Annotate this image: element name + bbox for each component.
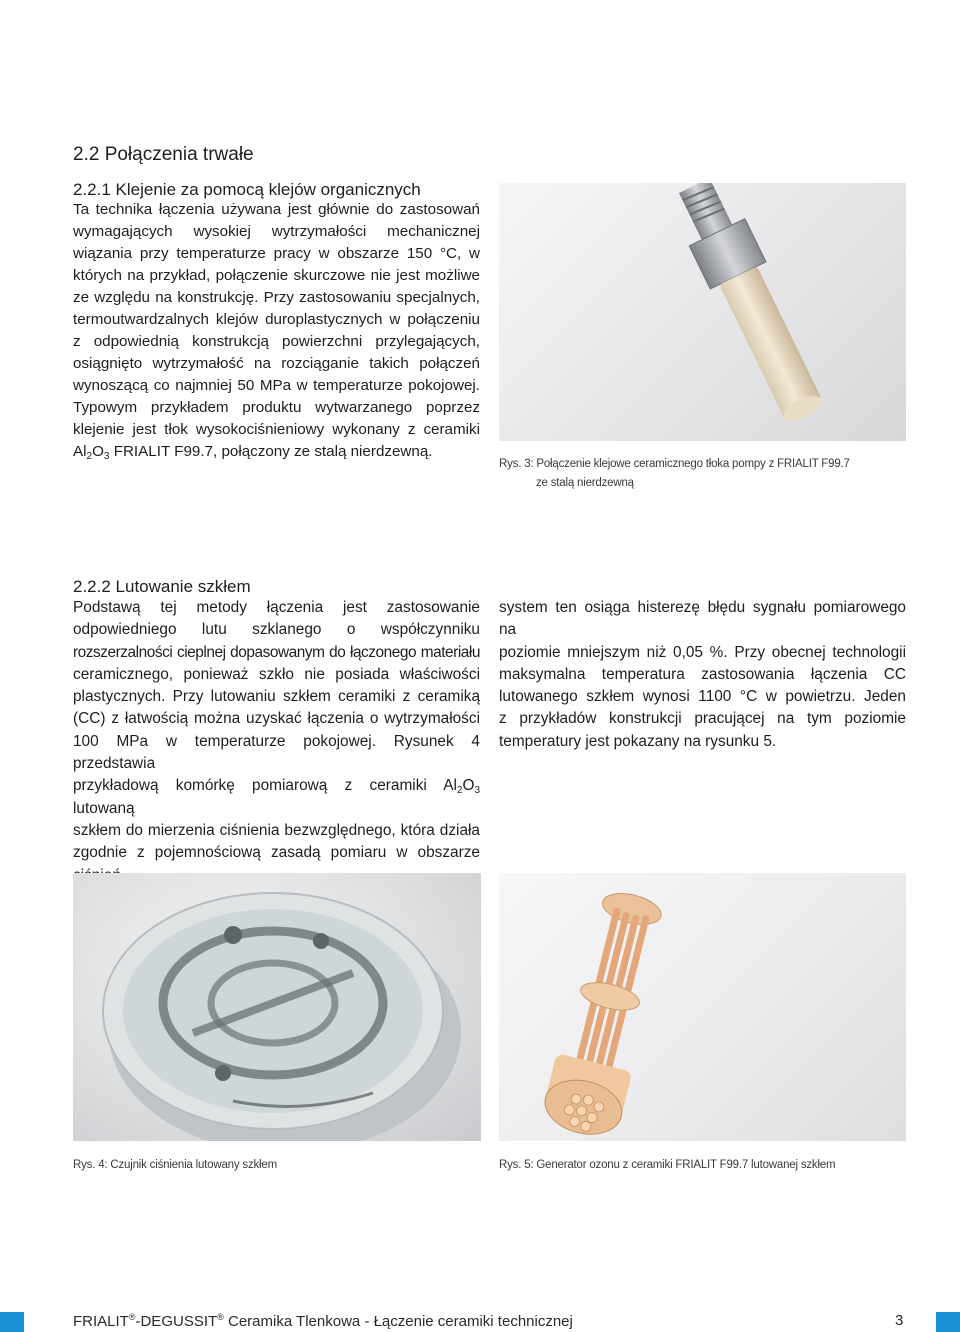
sub2-line: (CC) z łatwością można uzyskać łączenia o wytrzymałości [73, 710, 480, 728]
sub2-line: rozszerzalności cieplnej dopasowanym do łączonego materiału [73, 643, 480, 661]
figure-3-caption-line-1: Rys. 3: Połączenie klejowe ceramicznego tłoka pompy z FRIALIT F99.7 [499, 458, 850, 470]
sub2-line: plastycznych. Przy lutowaniu szkłem ceramiki z ceramiką [73, 688, 480, 706]
sub1-line: klejenie jest tłok wysokociśnieniowy wykonany z ceramiki [73, 421, 480, 438]
footer-accent-left [0, 1312, 24, 1332]
text-al: Al [73, 443, 87, 460]
sub2-left-column [73, 597, 480, 909]
page-number: 3 [895, 1312, 904, 1329]
figure-4-photo [73, 873, 481, 1141]
figure-5-photo [499, 873, 906, 1141]
text: przykładową komórkę pomiarową z ceramiki Al [73, 777, 457, 795]
sub2-line: 100 MPa w temperaturze pokojowej. Rysunek 4 przedstawia [73, 732, 480, 773]
sub2-line: z przykładów konstrukcji pracującej na tym poziomie [499, 710, 906, 728]
footer-accent-right [936, 1312, 960, 1332]
sub2-right-column [499, 597, 906, 753]
figure-4-caption: Rys. 4: Czujnik ciśnienia lutowany szkłem [73, 1159, 277, 1171]
sub1-line: wymagających wysokiej wytrzymałości mechanicznej [73, 223, 480, 240]
text-rest: lutowaną [73, 799, 135, 817]
sub1-paragraph [73, 199, 480, 441]
subscript-3: 3 [103, 451, 110, 462]
footer-subtitle: Ceramika Tlenkowa - Łączenie ceramiki technicznej [223, 1313, 573, 1330]
sub1-line: wynoszącą co najmniej 50 MPa w temperaturze pokojowej. [73, 377, 480, 394]
brand-degussit: -DEGUSSIT [135, 1313, 218, 1330]
sub1-line: ze względu na konstrukcję. Przy zastosowaniu specjalnych, [73, 289, 480, 306]
subsection-title-2-2-2: 2.2.2 Lutowanie szkłem [73, 577, 251, 596]
sub1-line: Typowym przykładem produktu wytwarzanego poprzez [73, 399, 480, 416]
registered-mark: ® [217, 1312, 224, 1322]
sub2-line-formula [73, 775, 480, 820]
sub2-line: szkłem do mierzenia ciśnienia bezwzględnego, która działa [73, 821, 480, 839]
text-rest: FRIALIT F99.7, połączony ze stalą nierdzewną. [109, 443, 433, 460]
sub2-line: system ten osiąga histerezę błędu sygnału pomiarowego na [499, 599, 906, 639]
sub1-body [73, 199, 480, 463]
figure-3-caption-line-2: ze stalą nierdzewną [536, 477, 634, 489]
text-o: O [92, 443, 104, 460]
subscript-2: 2 [456, 785, 463, 797]
sub2-line: maksymalna temperatura zastosowania łączenia CC [499, 665, 906, 683]
ozone-generator-illustration [499, 873, 906, 1141]
sub1-last-line [73, 441, 480, 463]
text-o: O [462, 777, 475, 795]
sub1-line: termoutwardzalnych klejów duroplastycznych w połączeniu [73, 311, 480, 328]
sub1-line: osiągnięto wytrzymałość na rozciąganie takich połączeń [73, 355, 480, 372]
sub1-line: wiązania przy temperaturze pracy w obszarze 150 °C, w [73, 245, 480, 262]
sub1-line: Ta technika łączenia używana jest głównie do zastosowań [73, 201, 480, 218]
sub2-line: temperatury jest pokazany na rysunku 5. [499, 732, 777, 750]
sensor-illustration [73, 873, 481, 1141]
sub2-line: zgodnie z pojemnościową zasadą pomiaru w obszarze [73, 844, 480, 862]
brand-frialit: FRIALIT [73, 1313, 129, 1330]
sub2-line: lutowanego szkłem wynosi 1100 °C w powietrzu. Jeden [499, 688, 906, 706]
sub1-line: których na przykład, połączenie skurczowe nie jest możliwe [73, 267, 480, 284]
sub2-line: odpowiedniego lutu szklanego o współczynniku [73, 621, 480, 639]
subscript-2: 2 [86, 451, 93, 462]
subscript-3: 3 [474, 785, 480, 797]
section-title: 2.2 Połączenia trwałe [73, 144, 254, 165]
sub1-line: z odpowiednią konstrukcją powierzchni przylegających, [73, 333, 480, 350]
sub2-right-paragraph [499, 597, 906, 753]
footer-title [73, 1312, 573, 1330]
subsection-title-2-2-1: 2.2.1 Klejenie za pomocą klejów organicznych [73, 180, 421, 199]
sub2-line: ceramicznego, ponieważ szkło nie posiada właściwości [73, 665, 480, 683]
figure-5-caption: Rys. 5: Generator ozonu z ceramiki FRIALIT F99.7 lutowanej szkłem [499, 1159, 836, 1171]
piston-illustration [499, 183, 906, 441]
sub2-line: poziomie mniejszym niż 0,05 %. Przy obecnej technologii [499, 643, 906, 661]
registered-mark: ® [128, 1312, 136, 1322]
sub2-left-paragraph [73, 597, 480, 909]
figure-3-photo [499, 183, 906, 441]
sub2-line: Podstawą tej metody łączenia jest zastosowanie [73, 599, 480, 616]
